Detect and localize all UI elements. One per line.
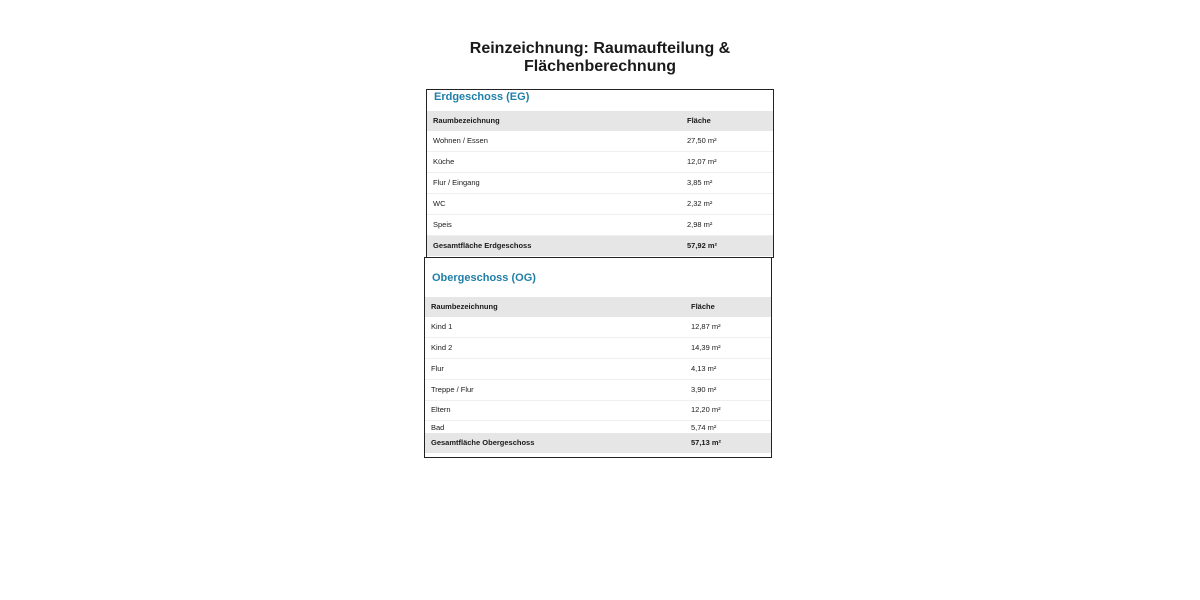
table-header-row — [427, 111, 773, 131]
room-name: Küche — [433, 157, 455, 166]
table-row — [427, 152, 773, 173]
column-header-name: Raumbezeichnung — [431, 302, 498, 311]
room-name: Flur — [431, 364, 444, 373]
table-row — [427, 173, 773, 194]
column-header-name: Raumbezeichnung — [433, 116, 500, 125]
room-area: 27,50 m² — [687, 136, 717, 145]
table-row — [427, 131, 773, 152]
section-erdgeschoss — [426, 89, 774, 258]
room-area: 12,07 m² — [687, 157, 717, 166]
column-header-area: Fläche — [687, 116, 711, 125]
total-area: 57,92 m² — [687, 241, 718, 250]
room-area: 3,85 m² — [687, 178, 713, 187]
section-obergeschoss — [424, 257, 772, 458]
room-name: Eltern — [431, 405, 451, 414]
room-name: Flur / Eingang — [433, 178, 480, 187]
room-area: 14,39 m² — [691, 343, 721, 352]
total-area: 57,13 m² — [691, 438, 722, 447]
room-area: 12,87 m² — [691, 322, 721, 331]
total-label: Gesamtfläche Erdgeschoss — [433, 241, 532, 250]
room-name: Kind 1 — [431, 322, 453, 331]
total-label: Gesamtfläche Obergeschoss — [431, 438, 535, 447]
table-row — [425, 338, 771, 359]
section-title: Obergeschoss (OG) — [432, 272, 536, 284]
room-name: WC — [433, 199, 446, 208]
table-row — [427, 215, 773, 236]
room-name: Kind 2 — [431, 343, 453, 352]
table-header-row — [425, 297, 771, 317]
section-title: Erdgeschoss (EG) — [434, 91, 530, 103]
room-area: 12,20 m² — [691, 405, 721, 414]
room-area: 2,32 m² — [687, 199, 713, 208]
room-area: 3,90 m² — [691, 385, 717, 394]
table-row — [425, 317, 771, 338]
room-area: 5,74 m² — [691, 423, 717, 432]
table-row — [425, 380, 771, 401]
table-total-row — [427, 236, 773, 256]
room-name: Wohnen / Essen — [433, 136, 488, 145]
document-title — [440, 40, 760, 76]
room-name: Speis — [433, 220, 452, 229]
title-line-1: Reinzeichnung: Raumaufteilung & — [469, 40, 731, 57]
room-name: Treppe / Flur — [431, 385, 474, 394]
column-header-area: Fläche — [691, 302, 715, 311]
table-row — [425, 359, 771, 380]
room-area: 2,98 m² — [687, 220, 713, 229]
title-line-2: Flächenberechnung — [523, 58, 677, 75]
table-row — [427, 194, 773, 215]
room-area: 4,13 m² — [691, 364, 717, 373]
table-total-row — [425, 433, 771, 453]
room-name: Bad — [431, 423, 445, 432]
